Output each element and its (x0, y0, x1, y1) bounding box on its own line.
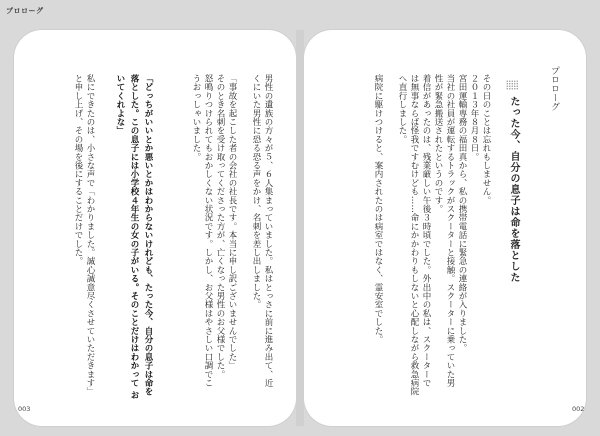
quote-line: 「どっちがいいとか悪いとかはわからないけれども、たった今、自分の息子は命を (143, 74, 153, 396)
body-line: 病院に駆けつけると、案内されたのは病室ではなく、霊安室でした。 (373, 74, 383, 344)
page-number: 003 (18, 405, 31, 413)
body-line: 男性の遺族の方々が５、６人集まっていました。私はとっさに前に進み出て、近 (263, 74, 273, 388)
body-line: は無事ならば怪我ですむけども……命にかかわりもしないと心配しながら救急病院 (409, 74, 419, 396)
body-line: と申し上げ、その場を後にすることだけでした。 (73, 74, 83, 266)
quote-line: 落とした。この息子には小学校４年生の女の子がいる。そのことだけはわかって お (129, 74, 139, 400)
section-label: プロローグ (549, 66, 559, 111)
body-line: そのとき名刺を受け取ってくださった方が、亡くなった男性のお父様でした。 (215, 74, 225, 379)
body-line: 怒鳴りつけられてもおかしくない状況です。しかし、お父様はやさしい口調でこ (203, 74, 213, 388)
quote-line: いてくれよな」 (115, 74, 125, 135)
body-line: へ直行しました。 (397, 74, 407, 144)
body-line: ２０１３年８月８日。 (469, 74, 479, 161)
body-line: 性が緊急搬送されたというのです。 (433, 74, 443, 214)
body-line: くにいた男性に恐る恐る声をかけ、名刺を差し出しました。 (251, 74, 261, 309)
body-line: 着信があったのは、残業厳しい午後３時頃でした。外出中の私は、スクーターで (421, 74, 431, 388)
dot-ornament (506, 80, 518, 90)
running-header: プロローグ (6, 7, 44, 15)
gutter (296, 30, 304, 426)
body-line: 当社の社員が運転するトラックがスクーターと接触。スクーターに乗っていた男 (445, 74, 455, 388)
body-line: 私にできたのは、小さな声で「わかりました。誠心誠意尽くさせていただきます」 (85, 74, 95, 396)
page-title: たった今、自分の息子は命を落とした (508, 96, 519, 283)
body-line: 「事故を起こした者の会社の社長です。本当に申し訳ございませんでした」 (227, 74, 237, 370)
body-line: うおっしゃいました。 (191, 74, 201, 161)
page-number: 002 (572, 405, 585, 413)
body-line: 宮田運輸専務の福田真から、私の携帯電話に緊急の連絡が入りました。 (457, 74, 467, 353)
body-line: その日のことは忘れもしません。 (481, 74, 491, 205)
